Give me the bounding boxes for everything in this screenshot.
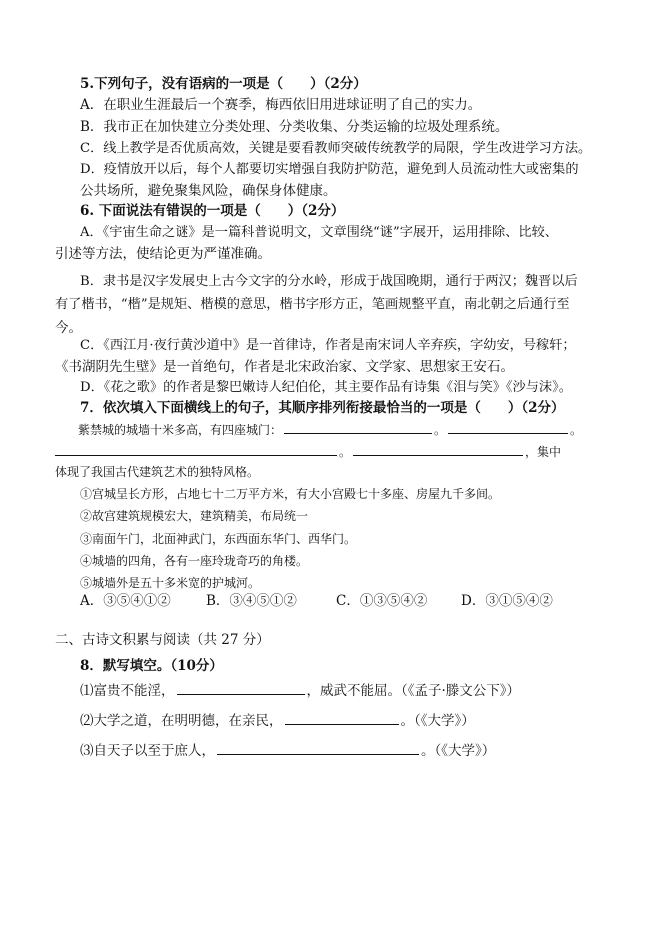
q8-line-2 [80, 711, 475, 731]
q5-option-d-line1: D．疫情放开以后，每个人都要切实增强自我防护防范，避免到人员流动性大或密集的 [80, 162, 579, 177]
q5-option-a: A．在职业生涯最后一个赛季，梅西依旧用进球证明了自己的实力。 [80, 97, 482, 113]
q7-option-b: B．③④⑤①② [206, 593, 297, 609]
q7-blank-2[interactable] [448, 420, 568, 434]
q7-sentence-5: ⑤城墙外是五十多米宽的护城河。 [80, 576, 261, 590]
q8-line-3-prefix: ⑶自天子以至于庶人， [80, 743, 215, 759]
q7-text-line2 [55, 442, 561, 462]
q7-blank-4[interactable] [353, 442, 523, 456]
q7-blank-1[interactable] [284, 420, 432, 434]
q6-option-b-line1: B．隶书是汉字发展史上古今文字的分水岭，形成于战国晚期，通行于两汉；魏晋以后 [80, 274, 578, 289]
q5-option-d-line2: 公共场所，避免聚集风险，确保身体健康。 [80, 183, 337, 199]
q5-stem: 5.下列句子，没有语病的一项是（ ）（2分） [80, 76, 367, 92]
q5-option-c: C．线上教学是否优质高效，关键是要看教师突破传统教学的局限，学生改进学习方法。 [80, 141, 592, 156]
q8-line-3 [80, 741, 495, 761]
q8-line-3-suffix: 。（《大学》） [421, 743, 496, 759]
q6-option-c-line2: 《书湖阴先生壁》是一首绝句，作者是北宋政治家、文学家、思想家王安石。 [55, 359, 514, 375]
q6-option-c-line1: C．《西江月·夜行黄沙道中》是一首律诗，作者是南宋词人辛弃疾，字幼安，号稼轩； [80, 338, 576, 353]
q6-option-a-line2: 引述等方法，使结论更为严谨准确。 [55, 246, 271, 262]
q6-stem: 6. 下面说法有错误的一项是（ ）（2分） [80, 203, 345, 219]
q8-line-1-suffix: ，威武不能屈。（《孟子·滕文公下》） [306, 683, 521, 699]
q7-separator-1: 。 [434, 423, 447, 437]
q7-text-intro: 紫禁城的城墙十米多高，有四座城门： [78, 423, 283, 437]
q6-option-d: D．《花之歌》的作者是黎巴嫩诗人纪伯伦，其主要作品有诗集《泪与笑》《沙与沫》。 [80, 380, 572, 395]
q8-line-1 [80, 681, 520, 701]
q7-sentence-2: ②故宫建筑规模宏大，建筑精美，布局统一 [80, 509, 309, 523]
q7-option-d: D．③①⑤④② [461, 593, 553, 609]
q5-option-b: B．我市正在加快建立分类处理、分类收集、分类运输的垃圾处理系统。 [80, 119, 509, 135]
q8-line-1-prefix: ⑴富贵不能淫， [80, 683, 175, 699]
q7-options [80, 591, 553, 611]
q6-option-b-line3: 今。 [55, 320, 82, 336]
q8-blank-1[interactable] [177, 681, 305, 695]
q7-sentence-1: ①宫城呈长方形，占地七十二万平方米，有大小宫殿七十多座、房屋九千多间。 [80, 487, 501, 501]
q6-option-b-line2: 有了楷书，“楷”是规矩、楷模的意思，楷书字形方正，笔画规整平直，南北朝之后通行至 [55, 297, 570, 312]
q7-option-a: A．③⑤④①② [80, 593, 171, 609]
q7-sentence-4: ④城墙的四角，各有一座玲珑奇巧的角楼。 [80, 554, 309, 568]
q8-line-2-prefix: ⑵大学之道，在明明德，在亲民， [80, 713, 283, 729]
q7-text-line1 [78, 420, 582, 440]
q7-text-line3: 体现了我国古代建筑艺术的独特风格。 [55, 465, 260, 479]
q6-option-a-line1: A．《宇宙生命之谜》是一篇科普说明文，文章围绕“谜”字展开，运用排除、比较、 [80, 225, 558, 240]
q7-option-c: C．①③⑤④② [336, 593, 428, 609]
q7-stem: 7．依次填入下面横线上的句子，其顺序排列衔接最恰当的一项是（ ）（2分） [80, 400, 565, 416]
q8-blank-3[interactable] [217, 741, 419, 755]
q7-separator-2: 。 [570, 423, 583, 437]
q7-separator-3: 。 [339, 445, 352, 459]
q8-blank-2[interactable] [285, 711, 399, 725]
q7-separator-4: ，集中 [525, 445, 562, 459]
q7-blank-3[interactable] [55, 442, 337, 456]
q8-line-2-suffix: 。（《大学》） [400, 713, 475, 729]
q8-stem: 8．默写填空。（10分） [80, 658, 223, 674]
q7-sentence-3: ③南面午门，北面神武门，东西面东华门、西华门。 [80, 532, 357, 546]
section-2-title: 二、古诗文积累与阅读（共 27 分） [55, 632, 270, 648]
